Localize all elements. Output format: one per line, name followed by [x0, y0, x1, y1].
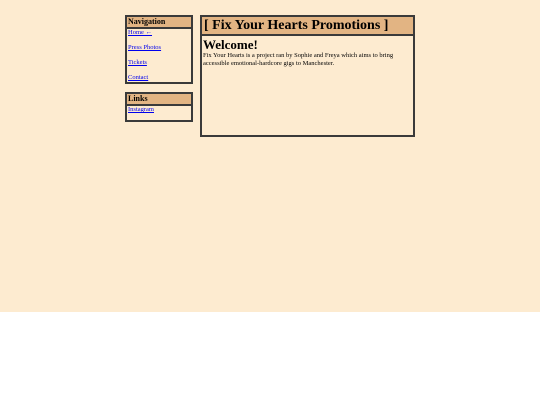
links-title: Links — [127, 94, 191, 106]
links-list — [127, 106, 191, 114]
nav-link-contact[interactable]: Contact — [128, 74, 149, 81]
site-header: [ Fix Your Hearts Promotions ] — [202, 17, 413, 36]
links-panel — [125, 92, 193, 122]
welcome-heading: Welcome! — [203, 37, 258, 52]
link-instagram[interactable]: Instagram — [128, 106, 154, 113]
main-content — [202, 37, 413, 67]
intro-paragraph: Fix Your Hearts is a project ran by Sophie and Freya which aims to bring accessible emotional-hardcore gigs to Manchester. — [203, 52, 394, 67]
nav-link-home[interactable]: Home ← — [128, 29, 153, 36]
navigation-panel — [125, 15, 193, 84]
nav-link-press-photos[interactable]: Press Photos — [128, 44, 162, 51]
navigation-list — [127, 29, 191, 82]
nav-link-tickets[interactable]: Tickets — [128, 59, 147, 66]
navigation-title: Navigation — [127, 17, 191, 29]
main-panel — [200, 15, 415, 137]
